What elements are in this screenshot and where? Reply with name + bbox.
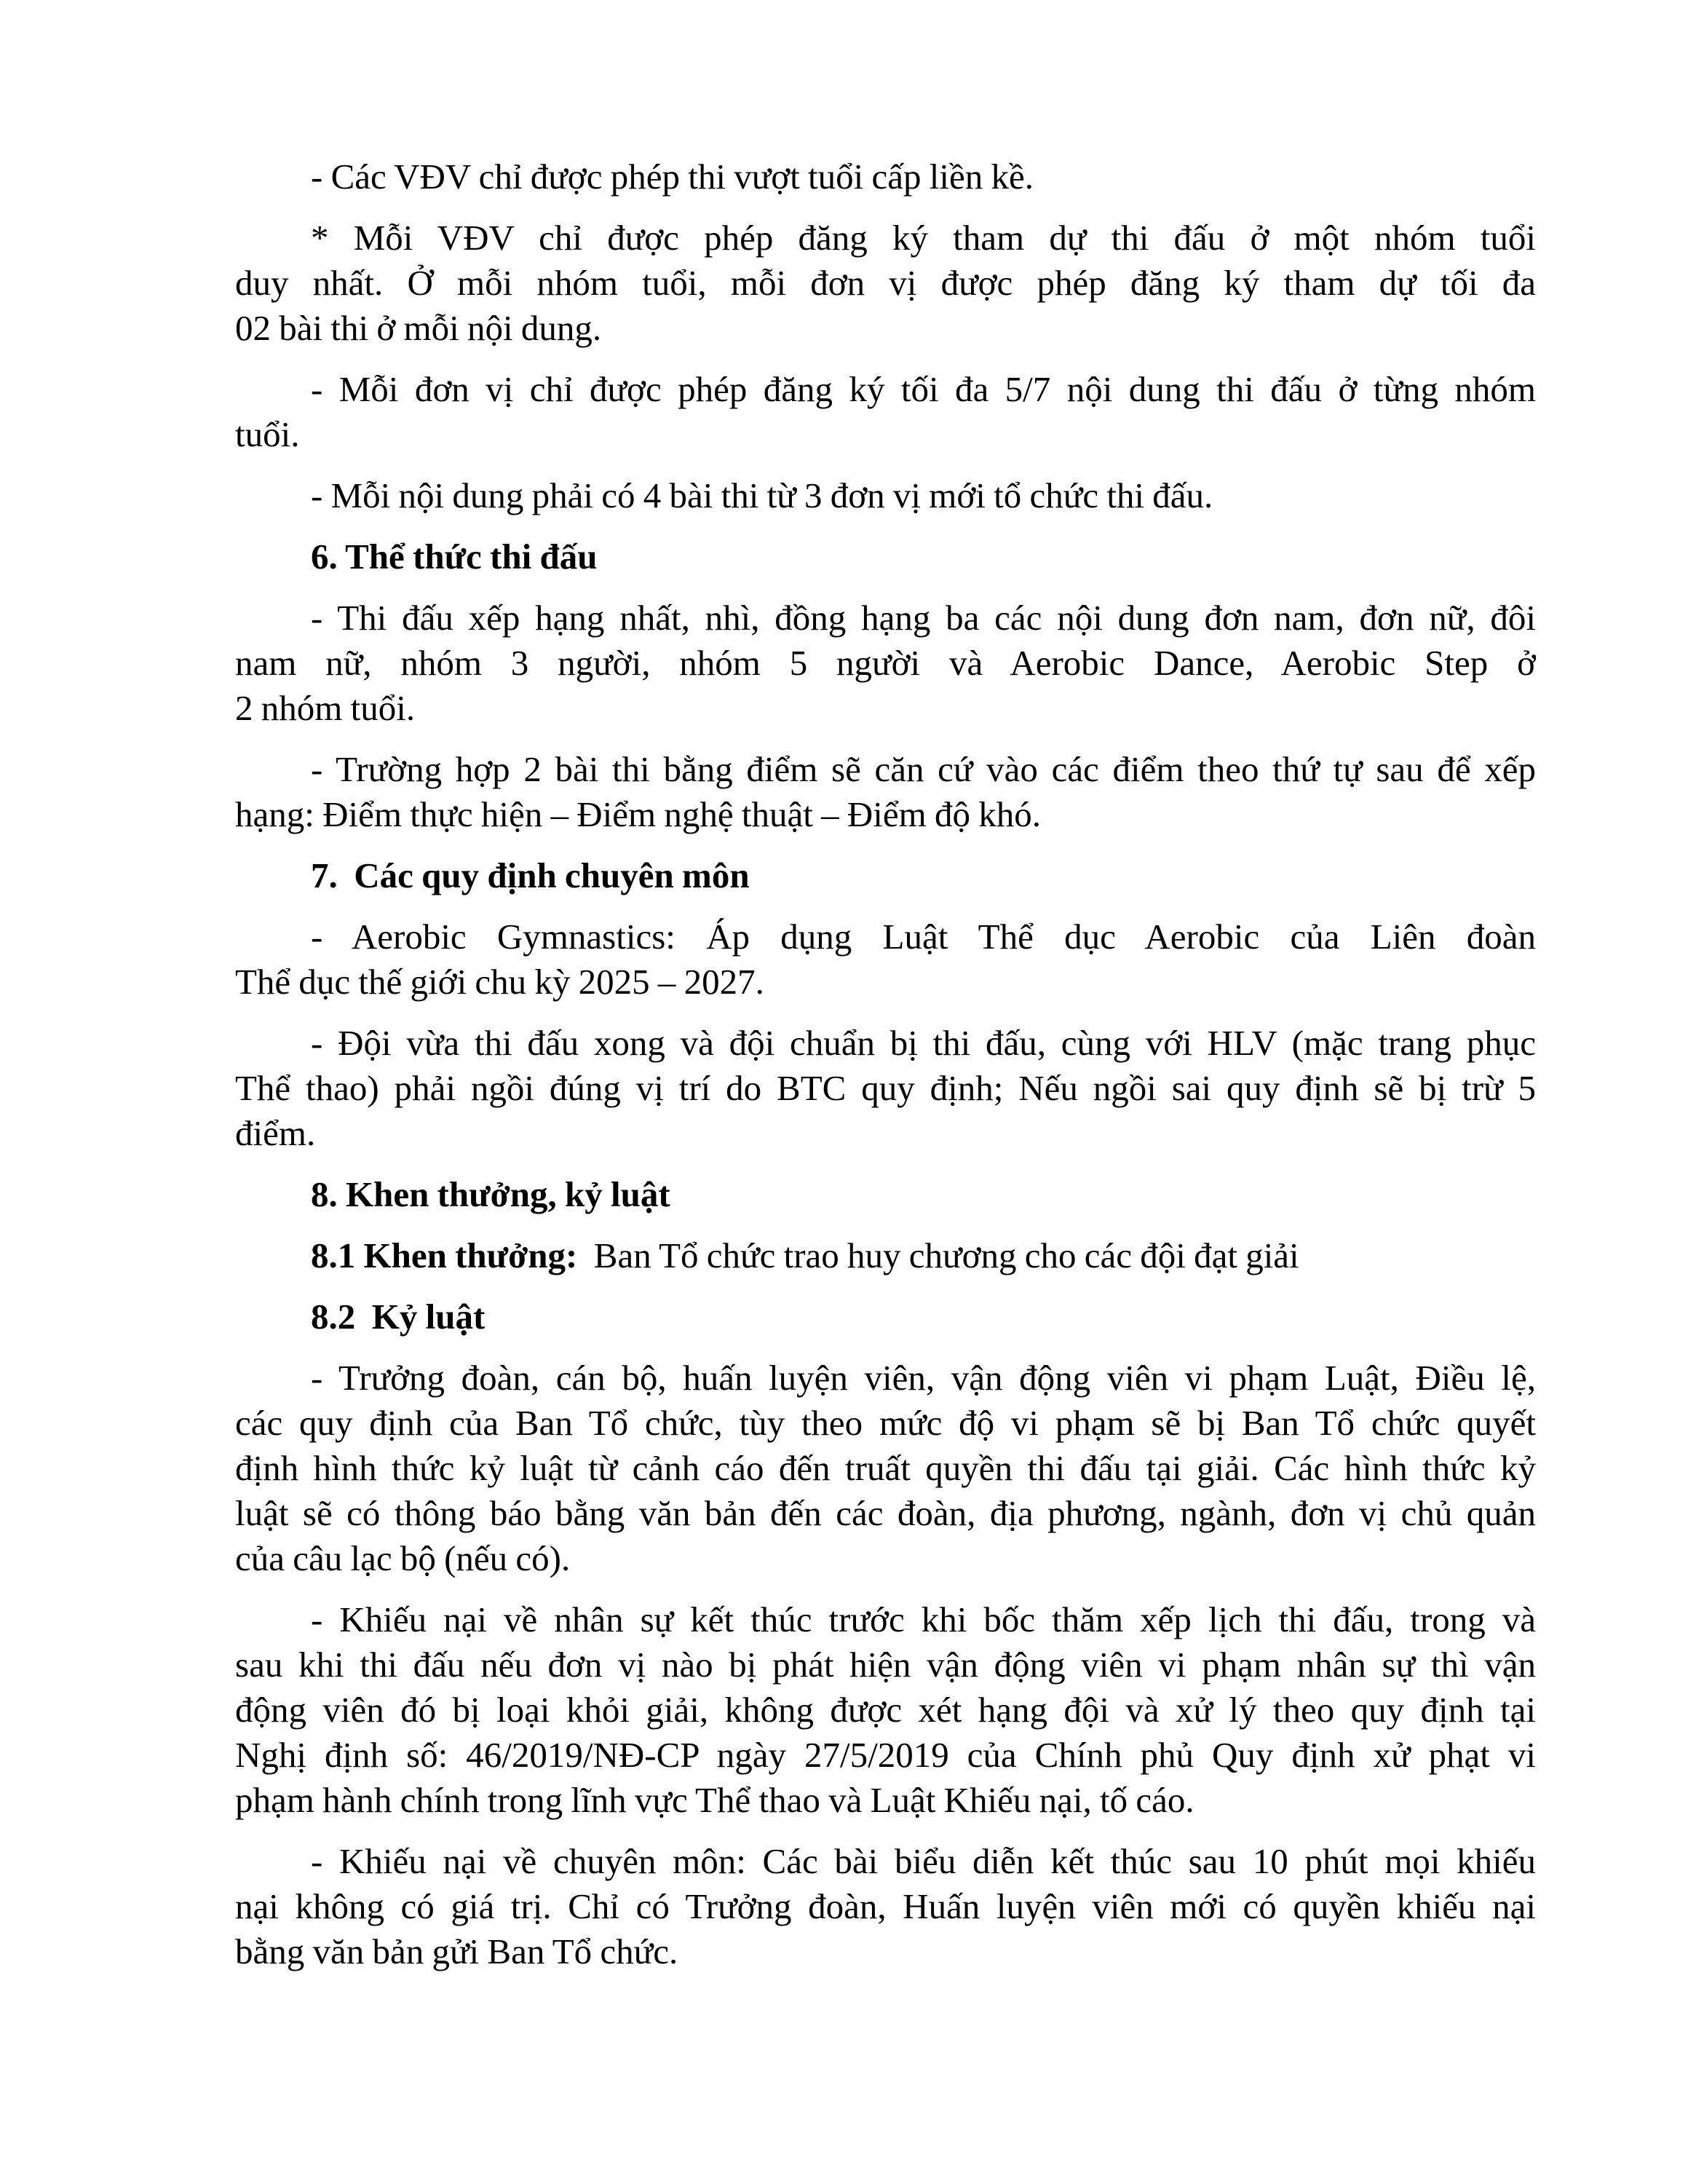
text-line: bằng văn bản gửi Ban Tổ chức. — [235, 1931, 678, 1971]
text-line: 8.2 Kỷ luật — [311, 1297, 486, 1337]
paragraph — [235, 1356, 1536, 1581]
text-line: 6. Thể thức thi đấu — [311, 537, 598, 577]
paragraph — [235, 1233, 1536, 1278]
text-line: - Trường hợp 2 bài thi bằng điểm sẽ căn cứ vào các điểm theo thứ tự sau để xếp — [311, 749, 1536, 789]
paragraph — [235, 367, 1536, 457]
bold-text-run: 8.1 Khen thưởng: — [311, 1235, 578, 1275]
text-line: điểm. — [235, 1113, 316, 1153]
text-line: luật sẽ có thông báo bằng văn bản đến các đoàn, địa phương, ngành, đơn vị chủ quản — [235, 1493, 1536, 1533]
text-line: - Aerobic Gymnastics: Áp dụng Luật Thể dục Aerobic của Liên đoàn — [311, 917, 1536, 957]
paragraph — [235, 1839, 1536, 1974]
text-line: của câu lạc bộ (nếu có). — [235, 1538, 571, 1578]
text-run: Ban Tổ chức trao huy chương cho các đội đạt giải — [577, 1235, 1299, 1275]
section-heading — [235, 534, 1536, 579]
text-line: tuổi. — [235, 414, 300, 454]
section-heading — [235, 1294, 1536, 1340]
section-heading — [235, 1172, 1536, 1217]
text-line: * Mỗi VĐV chỉ được phép đăng ký tham dự thi đấu ở một nhóm tuổi — [311, 218, 1536, 258]
text-line: 2 nhóm tuổi. — [235, 688, 416, 728]
text-line: hạng: Điểm thực hiện – Điểm nghệ thuật – Điểm độ khó. — [235, 794, 1041, 834]
text-line: phạm hành chính trong lĩnh vực Thể thao và Luật Khiếu nại, tố cáo. — [235, 1780, 1194, 1820]
text-line: - Thi đấu xếp hạng nhất, nhì, đồng hạng ba các nội dung đơn nam, đơn nữ, đôi — [311, 598, 1536, 638]
text-line: sau khi thi đấu nếu đơn vị nào bị phát hiện vận động viên vi phạm nhân sự thì vận — [235, 1645, 1536, 1685]
text-line: 02 bài thi ở mỗi nội dung. — [235, 308, 602, 348]
text-line: - Mỗi đơn vị chỉ được phép đăng ký tối đa 5/7 nội dung thi đấu ở từng nhóm — [311, 369, 1536, 409]
text-line: các quy định của Ban Tổ chức, tùy theo mức độ vi phạm sẽ bị Ban Tổ chức quyết — [235, 1403, 1536, 1443]
text-line: - Khiếu nại về chuyên môn: Các bài biểu diễn kết thúc sau 10 phút mọi khiếu — [311, 1841, 1536, 1881]
paragraph — [235, 1597, 1536, 1823]
paragraph — [235, 596, 1536, 731]
text-line: 7. Các quy định chuyên môn — [311, 855, 750, 895]
paragraph — [235, 154, 1536, 199]
text-line: 8. Khen thưởng, kỷ luật — [311, 1174, 670, 1214]
text-line: định hình thức kỷ luật từ cảnh cáo đến truất quyền thi đấu tại giải. Các hình thức kỷ — [235, 1448, 1536, 1488]
text-line: - Khiếu nại về nhân sự kết thúc trước khi bốc thăm xếp lịch thi đấu, trong và — [311, 1599, 1536, 1639]
text-line: - Các VĐV chỉ được phép thi vượt tuổi cấp liền kề. — [311, 157, 1034, 197]
paragraph — [235, 473, 1536, 518]
text-line: - Đội vừa thi đấu xong và đội chuẩn bị thi đấu, cùng với HLV (mặc trang phục — [311, 1023, 1536, 1063]
text-line — [235, 1233, 1536, 1278]
section-heading — [235, 853, 1536, 898]
text-line: Thể thao) phải ngồi đúng vị trí do BTC quy định; Nếu ngồi sai quy định sẽ bị trừ 5 — [235, 1068, 1536, 1108]
document-body — [235, 154, 1536, 1974]
text-line: nại không có giá trị. Chỉ có Trưởng đoàn, Huấn luyện viên mới có quyền khiếu nại — [235, 1886, 1536, 1926]
text-line: - Mỗi nội dung phải có 4 bài thi từ 3 đơn vị mới tổ chức thi đấu. — [311, 475, 1213, 515]
text-line: Nghị định số: 46/2019/NĐ-CP ngày 27/5/2019 của Chính phủ Quy định xử phạt vi — [235, 1735, 1536, 1775]
text-line: - Trưởng đoàn, cán bộ, huấn luyện viên, vận động viên vi phạm Luật, Điều lệ, — [311, 1358, 1536, 1398]
paragraph — [235, 914, 1536, 1005]
text-line: nam nữ, nhóm 3 người, nhóm 5 người và Aerobic Dance, Aerobic Step ở — [235, 643, 1536, 683]
paragraph — [235, 1021, 1536, 1156]
paragraph — [235, 747, 1536, 837]
text-line: duy nhất. Ở mỗi nhóm tuổi, mỗi đơn vị được phép đăng ký tham dự tối đa — [235, 263, 1536, 303]
text-line: động viên đó bị loại khỏi giải, không được xét hạng đội và xử lý theo quy định tại — [235, 1690, 1536, 1730]
text-line: Thể dục thế giới chu kỳ 2025 – 2027. — [235, 962, 764, 1002]
paragraph — [235, 215, 1536, 351]
